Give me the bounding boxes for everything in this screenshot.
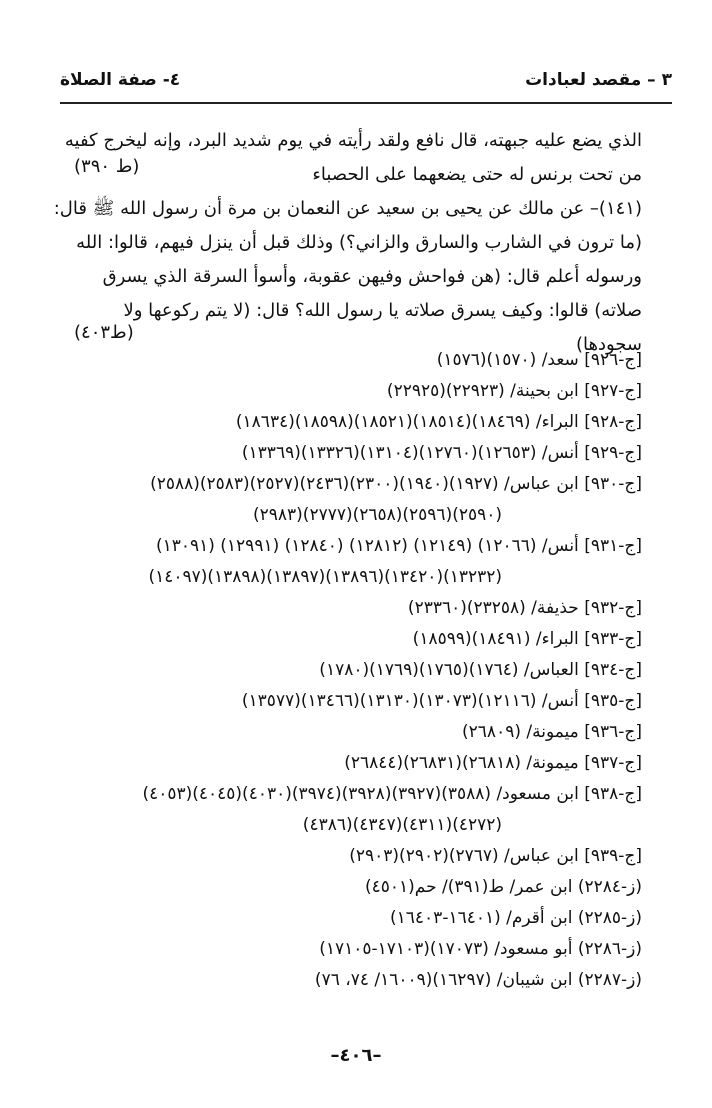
text-line-content: (١٤١)– عن مالك عن يحيى بن سعيد عن النعمان بن مرة أن رسول الله ﷺ قال: bbox=[53, 198, 642, 219]
entry-text: ابن مسعود/ (٣٥٨٨)(٣٩٢٧)(٣٩٢٨)(٣٩٧٤)(٤٠٣٠)(٤٠٤٥)(٤٠٥٣) bbox=[142, 784, 579, 804]
list-item bbox=[60, 841, 642, 872]
text-line bbox=[68, 226, 642, 260]
list-item bbox=[60, 407, 642, 438]
entry-text: ميمونة/ (٢٦٨٠٩) bbox=[462, 722, 579, 742]
entry-code: [ج-٩٣٣] bbox=[584, 629, 642, 649]
entry-text: أنس/ (١٢٠٦٦) (١٢١٤٩) (١٢٨١٢) (١٢٨٤٠) (١٢٩٩١) (١٣٠٩١) bbox=[155, 536, 579, 556]
list-item bbox=[60, 376, 642, 407]
list-item bbox=[60, 717, 642, 748]
entry-continuation: (١٣٢٣٢)(١٣٤٢٠)(١٣٨٩٦)(١٣٨٩٧)(١٣٨٩٨)(١٤٠٩٧) bbox=[148, 567, 502, 587]
entry-code: [ج-٩٢٨] bbox=[584, 412, 642, 432]
list-item bbox=[60, 469, 642, 531]
entry-code: [ج-٩٣٢] bbox=[584, 598, 642, 618]
entry-code: [ج-٩٣٥] bbox=[584, 691, 642, 711]
entry-text: أنس/ (١٢١١٦)(١٣٠٧٣)(١٣١٣٠)(١٣٤٦٦)(١٣٥٧٧) bbox=[241, 691, 579, 711]
text-line-content: الذي يضع عليه جبهته، قال نافع ولقد رأيته في يوم شديد البرد، وإنه ليخرج كفيه bbox=[64, 130, 642, 151]
entry-text: أبو مسعود/ (١٧٠٧٣)(١٧١٠٣-١٧١٠٥) bbox=[319, 939, 573, 959]
text-line bbox=[68, 158, 642, 192]
paragraph-continuation bbox=[64, 124, 642, 192]
header-chapter-title: ٤- صفة الصلاة bbox=[60, 70, 181, 90]
text-line-content: (ما ترون في الشارب والسارق والزاني؟) وذلك قبل أن ينزل فيهم، قالوا: الله bbox=[76, 232, 642, 253]
entry-code: [ج-٩٣٠] bbox=[584, 474, 642, 494]
running-header bbox=[60, 68, 672, 98]
entry-text: ابن عباس/ (٢٧٦٧)(٢٩٠٢)(٢٩٠٣) bbox=[349, 846, 579, 866]
list-item bbox=[60, 345, 642, 376]
list-item bbox=[60, 624, 642, 655]
page-number: –٤٠٦– bbox=[330, 1045, 382, 1066]
entry-code: [ج-٩٣٦] bbox=[584, 722, 642, 742]
entry-text: ابن بحينة/ (٢٢٩٢٣)(٢٢٩٢٥) bbox=[386, 381, 579, 401]
reference-list bbox=[60, 345, 642, 996]
text-line bbox=[53, 192, 642, 226]
entry-code: [ج-٩٣٧] bbox=[584, 753, 642, 773]
header-divider bbox=[60, 102, 672, 104]
entry-text: العباس/ (١٧٦٤)(١٧٦٥)(١٧٦٩)(١٧٨٠) bbox=[319, 660, 579, 680]
entry-text: أنس/ (١٢٦٥٣)(١٢٧٦٠)(١٣١٠٤)(١٣٣٢٦)(١٣٣٦٩) bbox=[241, 443, 579, 463]
list-item bbox=[60, 655, 642, 686]
source-reference: (ط ٣٩٠) bbox=[74, 156, 140, 177]
entry-code: [ج-٩٣٨] bbox=[584, 784, 642, 804]
entry-text: حذيفة/ (٢٣٢٥٨)(٢٣٣٦٠) bbox=[407, 598, 579, 618]
entry-text: ابن عباس/ (١٩٢٧)(١٩٤٠)(٢٣٠٠)(٢٤٣٦)(٢٥٢٧)(٢٥٨٣)(٢٥٨٨) bbox=[150, 474, 579, 494]
list-item bbox=[60, 934, 642, 965]
entry-text: ابن شيبان/ (١٦٢٩٧)(١٦٠٠٩/ ٧٤، ٧٦) bbox=[314, 970, 573, 990]
list-item bbox=[60, 593, 642, 624]
text-line-content: من تحت برنس له حتى يضعهما على الحصباء bbox=[312, 164, 642, 185]
list-item bbox=[60, 965, 642, 996]
entry-code: [ج-٩٢٧] bbox=[584, 381, 642, 401]
entry-code: [ج-٩٣٤] bbox=[584, 660, 642, 680]
entry-text: ميمونة/ (٢٦٨١٨)(٢٦٨٣١)(٢٦٨٤٤) bbox=[344, 753, 579, 773]
entry-code: [ج-٩٣٩] bbox=[584, 846, 642, 866]
text-line bbox=[64, 124, 642, 158]
entry-code: [ج-٩٢٩] bbox=[584, 443, 642, 463]
list-item bbox=[60, 438, 642, 469]
entry-code: (ز-٢٢٨٦) bbox=[577, 939, 642, 959]
entry-code: [ج-٩٣١] bbox=[584, 536, 642, 556]
list-item bbox=[60, 531, 642, 593]
hadith-paragraph bbox=[53, 192, 642, 362]
header-section-title: ٣ – مقصد لعبادات bbox=[525, 70, 672, 90]
entry-code: [ج-٩٢٦] bbox=[584, 350, 642, 370]
list-item bbox=[60, 903, 642, 934]
entry-text: ابن عمر/ ط(٣٩١)/ حم(٤٥٠١) bbox=[365, 877, 573, 897]
entry-continuation: (٤٢٧٢)(٤٣١١)(٤٣٤٧)(٤٣٨٦) bbox=[302, 815, 502, 835]
entry-code: (ز-٢٢٨٤) bbox=[577, 877, 642, 897]
text-line-content: سجودها) bbox=[575, 334, 642, 355]
entry-text: سعد/ (١٥٧٠)(١٥٧٦) bbox=[436, 350, 579, 370]
text-line-content: صلاته) قالوا: وكيف يسرق صلاته يا رسول الله؟ قال: (لا يتم ركوعها ولا bbox=[123, 300, 642, 321]
entry-text: البراء/ (١٨٤٩١)(١٨٥٩٩) bbox=[412, 629, 579, 649]
source-reference: (ط٤٠٣) bbox=[74, 322, 134, 343]
text-line-content: ورسوله أعلم قال: (هن فواحش وفيهن عقوبة، وأسوأ السرقة الذي يسرق bbox=[102, 266, 642, 287]
list-item bbox=[60, 686, 642, 717]
text-line bbox=[68, 294, 642, 328]
entry-continuation: (٢٥٩٠)(٢٥٩٦)(٢٦٥٨)(٢٧٧٧)(٢٩٨٣) bbox=[253, 505, 502, 525]
entry-code: (ز-٢٢٨٥) bbox=[577, 908, 642, 928]
list-item bbox=[60, 748, 642, 779]
entry-text: ابن أقرم/ (١٦٤٠١-١٦٤٠٣) bbox=[390, 908, 573, 928]
entry-text: البراء/ (١٨٤٦٩)(١٨٥١٤)(١٨٥٢١)(١٨٥٩٨)(١٨٦٣٤) bbox=[235, 412, 579, 432]
list-item bbox=[60, 779, 642, 841]
text-line bbox=[68, 260, 642, 294]
entry-code: (ز-٢٢٨٧) bbox=[577, 970, 642, 990]
list-item bbox=[60, 872, 642, 903]
